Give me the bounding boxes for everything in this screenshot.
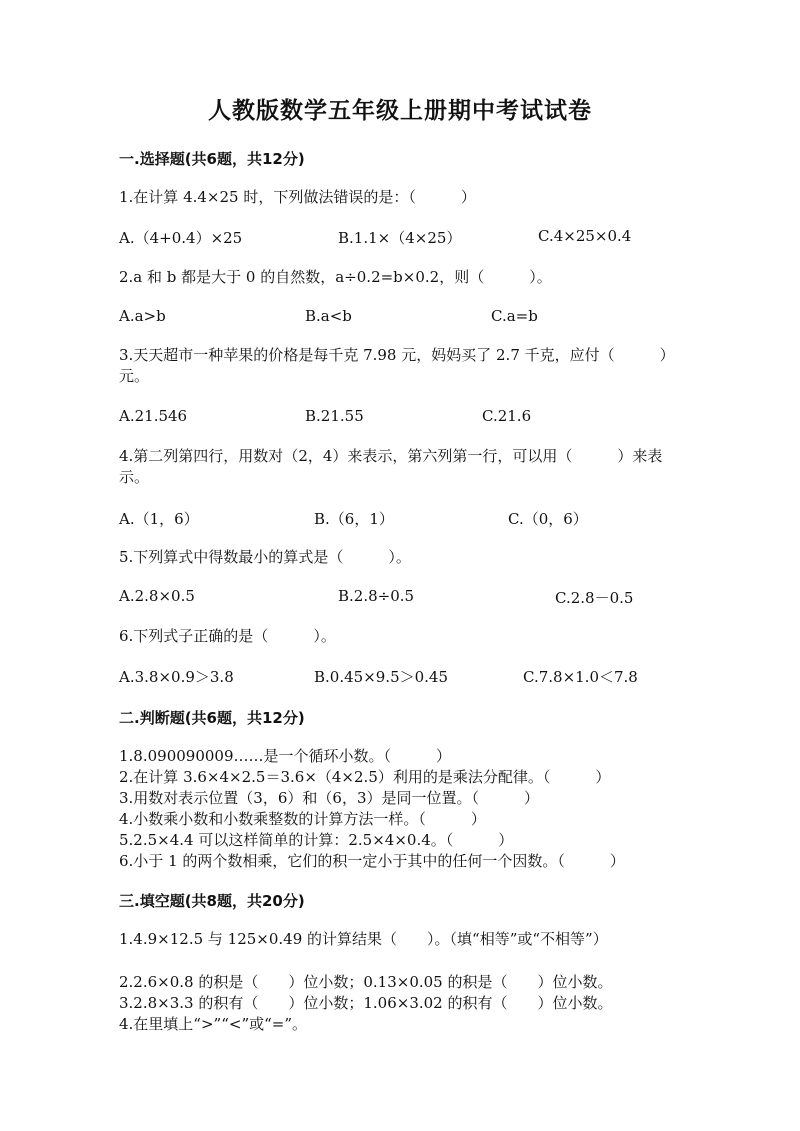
page-title: 人教版数学五年级上册期中考试试卷 xyxy=(208,97,592,124)
question-options xyxy=(119,666,679,687)
option-b: B.21.55 xyxy=(305,407,364,425)
option-c: C.21.6 xyxy=(482,407,532,425)
option-c: C.a=b xyxy=(491,307,538,325)
section-heading-judge: 二.判断题(共6题，共12分) xyxy=(119,709,305,727)
question-text: 5.下列算式中得数最小的算式是（ ）。 xyxy=(119,548,411,566)
question-options xyxy=(119,227,679,248)
question-text: 2.a 和 b 都是大于 0 的自然数，a÷0.2=b×0.2，则（ ）。 xyxy=(119,268,552,286)
section-heading-fill: 三.填空题(共8题，共20分) xyxy=(119,892,305,910)
fill-item: 2.2.6×0.8 的积是（ ）位小数；0.13×0.05 的积是（ ）位小数。 xyxy=(119,973,613,991)
question-options xyxy=(119,307,679,328)
option-a: A.（4+0.4）×25 xyxy=(119,229,243,247)
option-a: A.2.8×0.5 xyxy=(119,587,195,605)
fill-item: 4.在里填上“>”“<”或“=”。 xyxy=(119,1015,308,1033)
question-text: 6.下列式子正确的是（ ）。 xyxy=(119,627,336,645)
option-a: A.（1，6） xyxy=(119,510,199,528)
option-a: A.a>b xyxy=(119,307,166,325)
question-options xyxy=(119,508,679,529)
option-b: B.2.8÷0.5 xyxy=(338,587,415,605)
option-c: C.（0，6） xyxy=(508,510,588,528)
judge-item: 2.在计算 3.6×4×2.5＝3.6×（4×2.5）利用的是乘法分配律。（ ） xyxy=(119,768,611,786)
option-b: B.0.45×9.5＞0.45 xyxy=(314,668,449,686)
question-options xyxy=(119,407,679,428)
question-text: 4.第二列第四行，用数对（2，4）来表示，第六列第一行，可以用（ ）来表示。 xyxy=(119,447,663,486)
option-c: C.7.8×1.0＜7.8 xyxy=(523,668,638,686)
option-b: B.1.1×（4×25） xyxy=(338,229,462,247)
section-heading-choice: 一.选择题(共6题，共12分) xyxy=(119,150,305,168)
judge-item: 1.8.090090009……是一个循环小数。（ ） xyxy=(119,747,452,765)
judge-item: 6.小于 1 的两个数相乘，它们的积一定小于其中的任何一个因数。（ ） xyxy=(119,852,625,870)
question-text: 3.天天超市一种苹果的价格是每千克 7.98 元，妈妈买了 2.7 千克，应付（ ）元。 xyxy=(119,346,675,385)
fill-item: 1.4.9×12.5 与 125×0.49 的计算结果（ ）。（填“相等”或“不相等”） xyxy=(119,930,608,948)
judge-item: 5.2.5×4.4 可以这样简单的计算：2.5×4×0.4。（ ） xyxy=(119,831,514,849)
option-c: C.4×25×0.4 xyxy=(538,227,632,245)
option-a: A.21.546 xyxy=(119,407,188,425)
option-b: B.a<b xyxy=(305,307,352,325)
judge-item: 4.小数乘小数和小数乘整数的计算方法一样。（ ） xyxy=(119,810,486,828)
option-c: C.2.8－0.5 xyxy=(555,589,634,607)
question-text: 1.在计算 4.4×25 时，下列做法错误的是：（ ） xyxy=(119,188,476,206)
fill-item: 3.2.8×3.3 的积有（ ）位小数；1.06×3.02 的积有（ ）位小数。 xyxy=(119,994,613,1012)
question-options xyxy=(119,587,679,608)
option-b: B.（6，1） xyxy=(314,510,394,528)
option-a: A.3.8×0.9＞3.8 xyxy=(119,668,234,686)
judge-item: 3.用数对表示位置（3，6）和（6，3）是同一位置。（ ） xyxy=(119,789,539,807)
